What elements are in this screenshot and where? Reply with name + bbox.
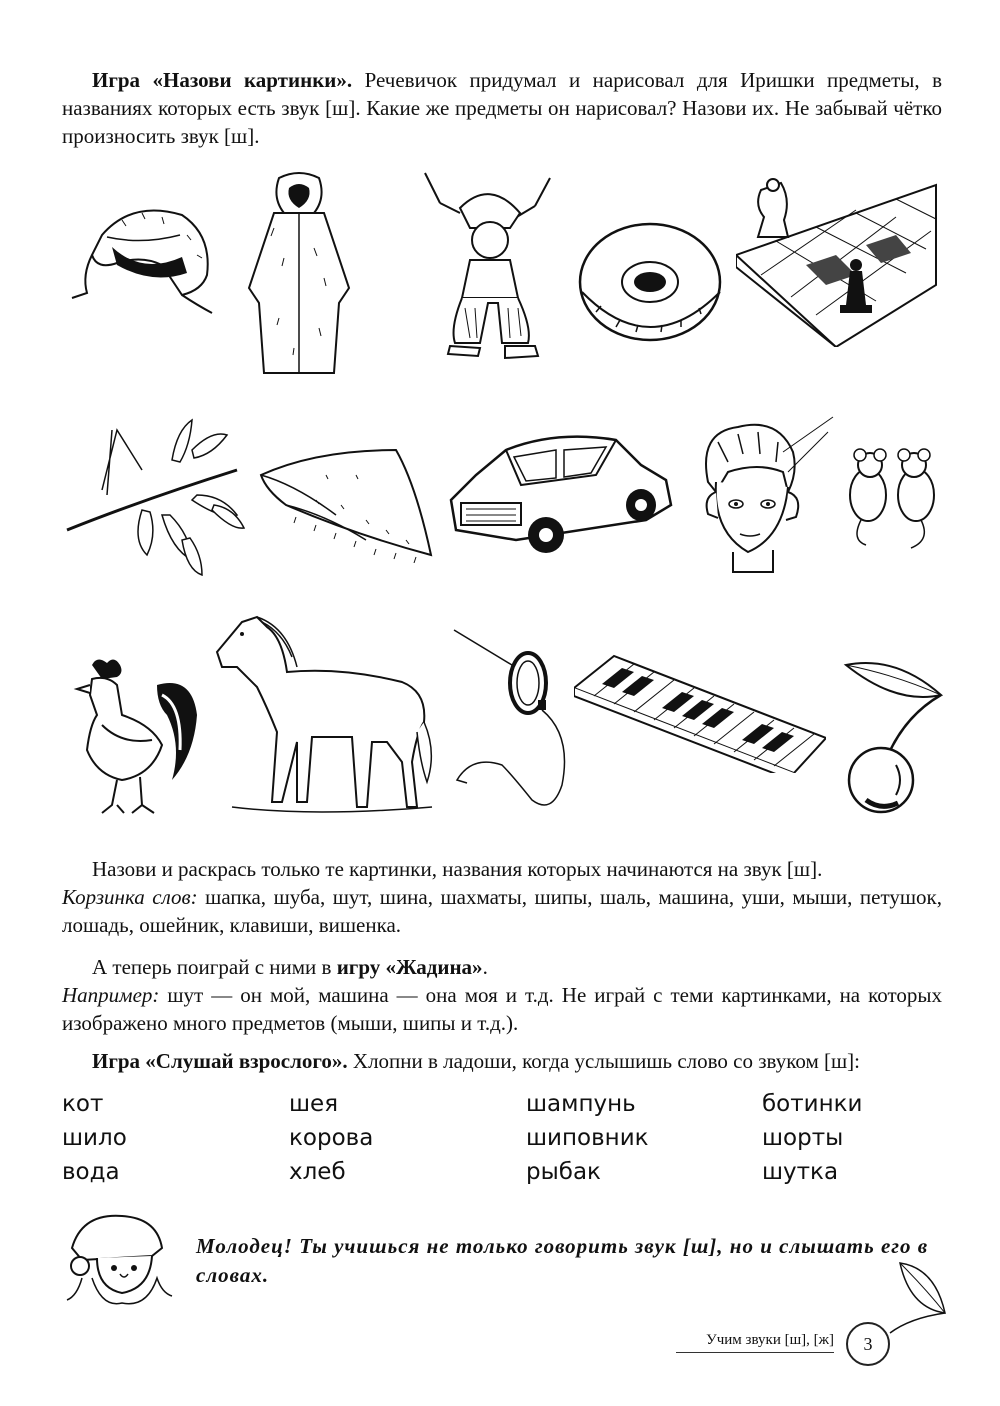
listen-game-paragraph: [62, 1047, 942, 1075]
word-item: шутка: [762, 1159, 839, 1185]
task-color-paragraph: [62, 855, 942, 939]
word-item: кот: [62, 1091, 104, 1117]
collar-icon: [452, 625, 578, 820]
horse-icon: [212, 612, 440, 820]
tire-icon: [576, 212, 724, 355]
fur-hat-icon: [62, 195, 222, 320]
task-color-text: Назови и раскрась только те картинки, названия которых начинаются на звук [ш].: [92, 857, 823, 881]
mice-icon: [846, 440, 942, 552]
rooster-icon: [62, 655, 200, 820]
word-basket-list: шапка, шуба, шут, шина, шахматы, шипы, шаль, машина, уши, мыши, петушок, лошадь, ошейник, клавиши, вишенка.: [62, 885, 942, 937]
word-item: шиповник: [526, 1125, 649, 1151]
word-basket-label: Корзинка слов:: [62, 885, 198, 909]
jester-icon: [410, 168, 570, 363]
car-icon: [446, 425, 674, 557]
example-text: шут — он мой, машина — она моя и т.д. Не играй с теми картинками, на которых изображено много предметов (мыши, шипы и т.д.).: [62, 983, 942, 1035]
page-number: 3: [846, 1322, 890, 1366]
boy-ears-icon: [688, 412, 836, 584]
game-title-name-pictures: Игра «Назови картинки».: [92, 68, 353, 92]
listen-game-text: Хлопни в ладоши, когда услышишь слово со звуком [ш]:: [347, 1049, 861, 1073]
word-list-grid: [62, 1088, 942, 1188]
chess-icon: [736, 175, 940, 347]
example-label: Например:: [62, 983, 160, 1007]
word-item: хлеб: [289, 1159, 346, 1185]
book-title: Учим звуки [ш], [ж]: [676, 1332, 834, 1353]
word-item: шорты: [762, 1125, 844, 1151]
intro-paragraph: [62, 66, 942, 150]
gnome-mascot-icon: [62, 1208, 180, 1306]
praise-message: Молодец! Ты учишься не только говорить звук [ш], но и слышать его в словах.: [196, 1234, 929, 1287]
greedy-intro-text: А теперь поиграй с ними в: [92, 955, 337, 979]
word-item: шило: [62, 1125, 127, 1151]
greedy-game-name: игру «Жадина»: [336, 955, 483, 979]
greedy-game-paragraph: [62, 953, 942, 1037]
fur-coat-icon: [234, 168, 364, 380]
word-item: корова: [289, 1125, 374, 1151]
word-item: шампунь: [526, 1091, 636, 1117]
word-item: ботинки: [762, 1091, 863, 1117]
cherry-leaf-decoration-icon: [880, 1258, 950, 1348]
word-item: вода: [62, 1159, 120, 1185]
listen-game-title: Игра «Слушай взрослого».: [92, 1049, 348, 1073]
keyboard-icon: [574, 648, 826, 773]
cherry-icon: [836, 655, 946, 815]
word-item: рыбак: [526, 1159, 601, 1185]
word-item: шея: [289, 1091, 339, 1117]
intro-text: Речевичок придумал и нарисовал для Иришки предметы, в названиях которых есть звук [ш]. Какие же предметы он нарисовал? Назови их. Не забывай чётко произносить звук [ш].: [62, 68, 942, 148]
rose-branch-icon: [62, 410, 247, 580]
greedy-intro-end: .: [482, 955, 488, 979]
shawl-icon: [256, 445, 434, 563]
